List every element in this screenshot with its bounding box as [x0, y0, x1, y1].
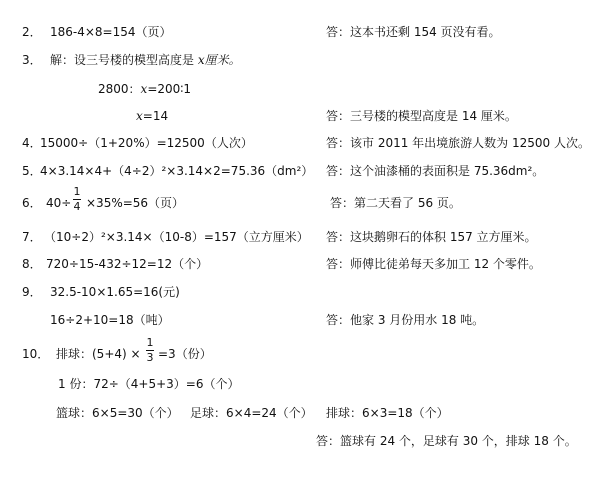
- q4-equation: 15000÷（1+20%）=12500（人次）: [40, 136, 253, 150]
- q9-number: 9．: [22, 285, 42, 299]
- q3-number: 3．: [22, 53, 42, 67]
- q3-answer: 答：三号楼的模型高度是 14 厘米。: [326, 109, 517, 123]
- q3-proportion-post: =200∶1: [147, 82, 192, 96]
- q6-fraction: [73, 186, 81, 213]
- q3-proportion: [98, 81, 191, 97]
- q9-answer: 答：他家 3 月份用水 18 吨。: [326, 313, 485, 327]
- q2-answer: 答：这本书还剩 154 页没有看。: [326, 25, 501, 39]
- q10-football: 足球：6×4=24（个）: [190, 406, 313, 420]
- q10-fraction-denominator: 3: [146, 351, 154, 364]
- q5-equation: 4×3.14×4+（4÷2）²×3.14×2=75.36（dm²）: [40, 164, 314, 178]
- q6-equation-post: ×35%=56（页）: [86, 196, 185, 210]
- q8-answer: 答：师傅比徒弟每天多加工 12 个零件。: [326, 257, 541, 271]
- q3-setup-pre: 解：设三号楼的模型高度是: [50, 53, 198, 67]
- q2-equation: 186-4×8=154（页）: [50, 25, 172, 39]
- q3-proportion-pre: 2800：: [98, 82, 141, 96]
- q3-proportion-var: x: [140, 82, 148, 96]
- q10-fraction: [146, 337, 154, 364]
- q3-setup-post: 厘米。: [204, 53, 241, 67]
- q2-number: 2．: [22, 25, 42, 39]
- q6-fraction-numerator: 1: [73, 185, 81, 198]
- q3-setup: [50, 52, 241, 68]
- q10-equation-1-post: =3（份）: [158, 347, 212, 361]
- q3-solution: [136, 108, 168, 124]
- q5-number: 5．: [22, 164, 42, 178]
- q10-volleyball: 排球：6×3=18（个）: [326, 406, 449, 420]
- q3-setup-var: x: [197, 53, 205, 67]
- q7-answer: 答：这块鹅卵石的体积 157 立方厘米。: [326, 230, 537, 244]
- q10-fraction-numerator: 1: [146, 336, 154, 349]
- q3-solution-post: =14: [142, 109, 169, 123]
- q6-answer: 答：第二天看了 56 页。: [330, 196, 461, 210]
- q8-equation: 720÷15-432÷12=12（个）: [46, 257, 209, 271]
- q6-number: 6．: [22, 196, 42, 210]
- q4-number: 4．: [22, 136, 42, 150]
- q6-fraction-denominator: 4: [73, 200, 81, 213]
- q10-equation-2: 1 份：72÷（4+5+3）=6（个）: [58, 377, 240, 391]
- q6-equation-pre: 40÷: [46, 196, 72, 210]
- q3-solution-var: x: [136, 109, 143, 123]
- q10-basketball: 篮球：6×5=30（个）: [56, 406, 179, 420]
- q9-equation-1: 32.5-10×1.65=16(元): [50, 285, 180, 299]
- q4-answer: 答：该市 2011 年出境旅游人数为 12500 人次。: [326, 136, 590, 150]
- q10-number: 10．: [22, 347, 50, 361]
- q10-equation-1-pre: 排球：(5+4) ×: [56, 347, 141, 361]
- q10-answer: 答：篮球有 24 个，足球有 30 个，排球 18 个。: [316, 434, 577, 448]
- q7-number: 7．: [22, 230, 42, 244]
- q9-equation-2: 16÷2+10=18（吨）: [50, 313, 170, 327]
- q5-answer: 答：这个油漆桶的表面积是 75.36dm²。: [326, 164, 545, 178]
- q7-equation: （10÷2）²×3.14×（10-8）=157（立方厘米）: [44, 230, 309, 244]
- q8-number: 8．: [22, 257, 42, 271]
